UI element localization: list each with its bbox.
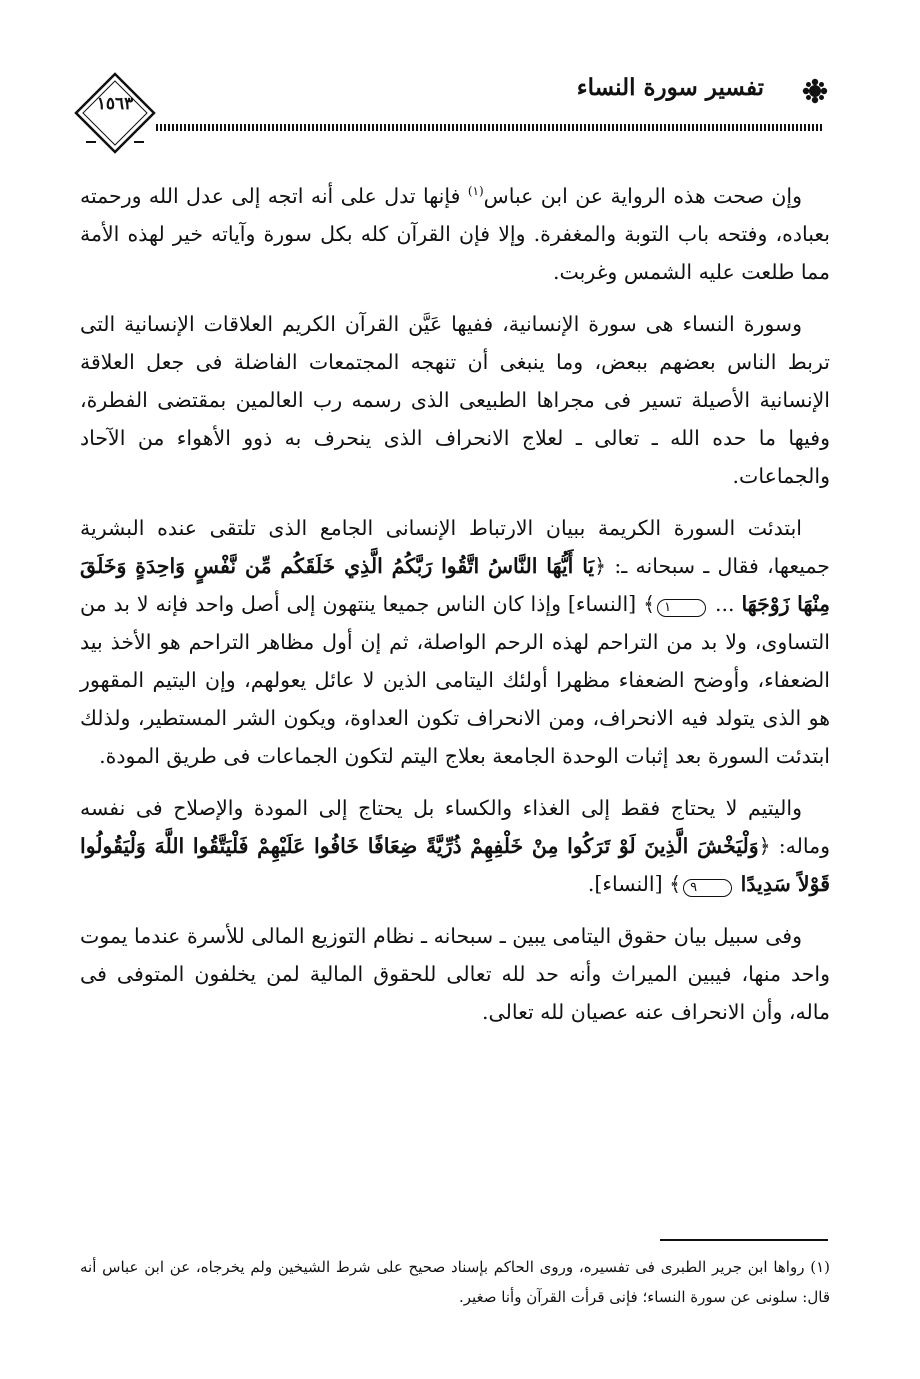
quran-verse-9: وَلْيَخْشَ الَّذِينَ لَوْ تَرَكُوا مِنْ خَلْفِهِمْ ذُرِّيَّةً ضِعَافًا خَافُوا عَلَيْهِمْ فَلْيَتَّقُوا اللَّهَ وَلْيَقُولُوا قَوْلاً سَدِيدًا	[80, 833, 830, 896]
paragraph-1-start: وإن صحت هذه الرواية عن ابن عباس	[483, 183, 802, 208]
footnote-marker: (١)	[810, 1258, 830, 1276]
main-text	[80, 172, 830, 1045]
verse-ellipsis: ...	[708, 591, 742, 616]
footnote-text: رواها ابن جرير الطبرى فى تفسيره، وروى الحاكم بإسناد صحيح على شرط الشيخين ولم يخرجاه، عن ابن عباس أنه قال: سلونى عن سورة النساء؛ فإنى قرأت القرآن وأنا صغير.	[80, 1258, 830, 1306]
paragraph-3-rest: ﴾ [النساء] وإذا كان الناس جميعا ينتهون إلى أصل واحد فإنه لا بد من التساوى، ولا بد من التراحم لهذه الرحم الواصلة، ثم إن أول مظاهر التراحم هو الأخذ بيد الضعفاء، وأوضح الضعفاء مظهرا أولئك اليتامى الذين لا عائل يعولهم، وإن اليتيم المقهور هو الذى يتولد فيه الانحراف، ومن الانحراف تكون العداوة، ويكون الشر المستطير، ولذلك ابتدئت السورة بعد إثبات الوحدة الجامعة بعلاج اليتم لتكون الجماعات فى طريق المودة.	[80, 591, 830, 768]
footnote-divider	[660, 1239, 828, 1241]
page-header	[60, 70, 850, 180]
flower-ornament-icon	[802, 78, 828, 104]
ayah-number-marker: ٩	[683, 879, 732, 897]
paragraph-3-start: ابتدئت السورة الكريمة ببيان الارتباط الإنسانى الجامع الذى تلتقى عنده البشرية جميعها، فقال ـ سبحانه ـ: ﴿	[80, 515, 830, 578]
quran-verse-1: يَا أَيُّهَا النَّاسُ اتَّقُوا رَبَّكُمُ الَّذِي خَلَقَكُم مِّن نَّفْسٍ وَاحِدَةٍ وَخَلَقَ مِنْهَا زَوْجَهَا	[80, 553, 830, 616]
paragraph-5: وفى سبيل بيان حقوق اليتامى يبين ـ سبحانه ـ نظام التوزيع المالى للأسرة عندما يموت واحد منها، فيبين الميراث وأنه حد لله تعالى للحقوق المالية لمن يخلفون المتوفى فى ماله، وأن الانحراف عنه عصيان لله تعالى.	[80, 923, 830, 1024]
footnote-reference: (١)	[467, 184, 484, 198]
paragraph-1-rest: فإنها تدل على أنه اتجه إلى عدل الله ورحمته بعباده، وفتحه باب التوبة والمغفرة. وإلا فإن القرآن كله بكل سورة وآياته خير لهذه الأمة مما طلعت عليه الشمس وغربت.	[80, 183, 830, 284]
paragraph-2: وسورة النساء هى سورة الإنسانية، ففيها عَيَّن القرآن الكريم العلاقات الإنسانية التى تربط الناس بعضهم ببعض، وما ينبغى أن تنهجه المجتمعات الفاضلة فى جعل العلاقة الإنسانية الأصيلة تسير فى مجراها الطبيعى الذى رسمه رب العالمين بمقتضى الفطرة، وفيها ما حده الله ـ تعالى ـ لعلاج الانحراف الذى ينحرف به ذوو الأهواء من الآحاد والجماعات.	[80, 311, 830, 488]
paragraph-1	[80, 172, 830, 291]
ayah-number-marker: ١	[657, 599, 706, 617]
page-number-frame	[72, 70, 158, 156]
paragraph-4	[80, 789, 830, 903]
header-rule	[156, 124, 822, 131]
footnote	[80, 1252, 830, 1312]
page-number: ١٥٦٣	[96, 94, 134, 114]
running-title: تفسير سورة النساء	[576, 74, 764, 101]
paragraph-4-start: واليتيم لا يحتاج فقط إلى الغذاء والكساء بل يحتاج إلى المودة والإصلاح فى نفسه وماله: ﴿	[80, 795, 830, 858]
paragraph-3	[80, 509, 830, 775]
paragraph-4-rest: ﴾ [النساء].	[587, 871, 682, 896]
